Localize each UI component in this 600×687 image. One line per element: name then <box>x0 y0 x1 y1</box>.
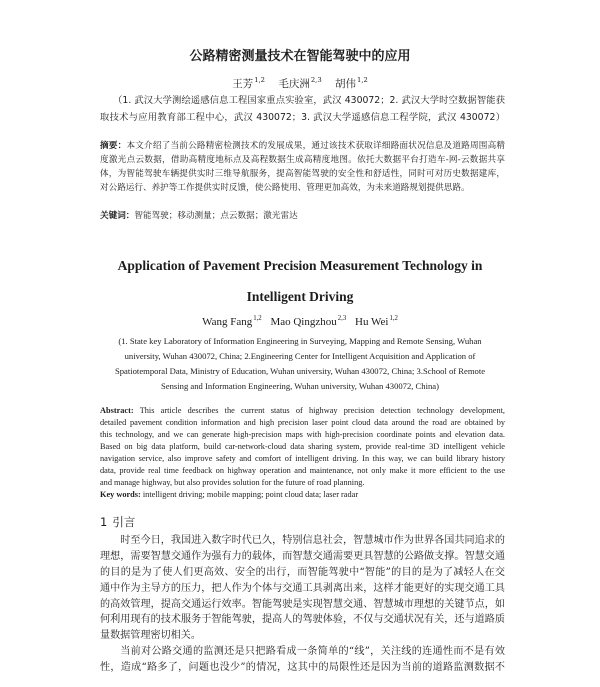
author-zh <box>278 76 321 92</box>
keywords-en-label: Key words: <box>100 490 141 499</box>
body-line: 性，造成“路多了，问题也没少”的情况，这其中的局限性还是因为当前的道路监测数据不 <box>100 662 505 674</box>
abstract-zh-line: 度激光点云数据，借助高精度地标点及高程数据生成高精度地图。依托大数据平台打造车-网-云数据共享 <box>100 155 505 165</box>
affiliation-marker: 2,3 <box>337 315 347 322</box>
abstract-zh-line: 体，为智能驾驶车辆提供实时三维导航服务，提高智能驾驶的安全性和舒适性，同时可对历史数据建库， <box>100 169 505 179</box>
body-line: 当前对公路交通的监测还是只把路看成一条简单的“线”，关注线的连通性而不是有效 <box>120 646 505 658</box>
author-name: Wang Fang <box>202 316 253 328</box>
author-en <box>355 314 398 330</box>
abstract-en-line <box>100 405 505 417</box>
author-name: 胡伟 <box>335 78 356 90</box>
author-zh <box>335 76 368 92</box>
author-en <box>202 314 262 330</box>
section-number: 1 <box>100 515 108 529</box>
body-line: 理想，需要智慧交通作为强有力的载体，而智慧交通需要更具智慧的公路做支撑。智慧交通 <box>100 550 505 562</box>
abstract-en-text: This article describes the current status of highway precision detection technology development, <box>139 406 505 415</box>
abstract-zh-line <box>100 139 505 153</box>
affiliations-en <box>90 334 510 394</box>
section-title: 引言 <box>112 515 136 529</box>
body-line: 量数据管理密切相关。 <box>100 630 201 642</box>
abstract-en-line: and manage highway, but also provides solution for the future of road planning. <box>100 478 365 487</box>
author-name: Hu Wei <box>355 316 389 328</box>
affiliation-en-line: (1. State key Laboratory of Information Engineering in Surveying, Mapping and Remote Sensing, Wuhan <box>118 336 482 346</box>
affiliation-en-line: Sensing and Information Engineering, Wuhan university, Wuhan 430072, China) <box>161 381 439 391</box>
abstract-en-label: Abstract: <box>100 406 134 415</box>
affiliation-marker: 1,2 <box>357 76 368 84</box>
abstract-en-line: this technology, and we can generate high-precision maps with high-precision coordinate points and elevation data. <box>100 430 505 439</box>
abstract-en-line: Based on big data platform, build car-network-cloud data sharing system, provide real-time 3D intelligent vehicle <box>100 442 505 451</box>
affiliations-zh <box>100 93 505 126</box>
keywords-en-text: intelligent driving; mobile mapping; point cloud data; laser radar <box>142 490 359 499</box>
abstract-zh-text: 本文介绍了当前公路精密检测技术的发展成果，通过该技术获取详细路面状况信息及道路周围高精 <box>126 141 505 151</box>
title-en-line: Intelligent Driving <box>246 289 354 304</box>
keywords-zh-label: 关键词： <box>100 211 135 221</box>
title-zh: 公路精密测量技术在智能驾驶中的应用 <box>189 49 411 64</box>
keywords-en <box>100 489 505 501</box>
body-line: 通中作为主导方的压力，把人作为个体与交通工具剥离出来，这样才能更好的实现交通工具 <box>100 582 505 594</box>
abstract-zh <box>100 139 505 195</box>
author-zh <box>232 76 265 92</box>
body-line: 何利用现有的技术服务于智能驾驶，提高人的驾驶体验，不仅与交通状况有关，还与道路质 <box>100 614 505 626</box>
keywords-zh <box>100 209 505 223</box>
body-line: 的高效管理，提高交通运行效率。智能驾驶是实现智慧交通、智慧城市理想的关键节点，如 <box>100 598 505 610</box>
body-line: 的目的是为了使人们更高效、安全的出行，而智能驾驶中“智能”的目的是为了减轻人在交 <box>100 566 505 578</box>
abstract-en-line: data, provide real time feedback on highway operation and maintenance, not only make it more efficient to the use <box>100 466 505 475</box>
affiliation-zh-line: 取技术与应用教育部工程中心，武汉 430072；3. 武汉大学遥感信息工程学院，武汉 430072） <box>100 111 505 123</box>
affiliation-marker: 2,3 <box>310 76 322 84</box>
body-text <box>100 533 505 676</box>
author-name: 王芳 <box>232 78 254 90</box>
abstract-en-line: navigation service, also improve safety and comfort of intelligent driving. In this way, we can build library history <box>100 454 505 463</box>
abstract-en <box>100 405 505 501</box>
affiliation-zh-line: （1. 武汉大学测绘遥感信息工程国家重点实验室，武汉 430072；2. 武汉大学时空数据智能获 <box>113 95 505 106</box>
author-en <box>270 314 346 330</box>
authors-zh <box>0 76 600 92</box>
affiliation-marker: 1,2 <box>254 76 265 84</box>
author-name: Mao Qingzhou <box>270 316 337 328</box>
abstract-en-line: detailed pavement condition information and high precision laser point cloud data around the road are obtained by <box>100 418 505 427</box>
abstract-zh-line: 对公路运行、养护等工作提供实时反馈，使公路使用、管理更加高效，为未来道路规划提供思路。 <box>100 183 470 193</box>
affiliation-en-line: university, Wuhan 430072, China; 2.Engineering Center for Intelligent Acquisition and Application of <box>124 351 476 361</box>
author-name: 毛庆洲 <box>278 78 310 90</box>
affiliation-marker: 1,2 <box>389 315 398 322</box>
authors-en <box>0 314 600 330</box>
affiliation-marker: 1,2 <box>253 315 262 322</box>
abstract-zh-label: 摘要： <box>100 141 127 151</box>
body-line: 时至今日，我国进入数字时代已久，特别信息社会，智慧城市作为世界各国共同追求的 <box>120 535 505 546</box>
affiliation-en-line: Spatiotemporal Data, Ministry of Education, Wuhan university, Wuhan 430072, China; 3.School of Remote <box>114 366 486 376</box>
keywords-zh-text: 智能驾驶；移动测量；点云数据；激光雷达 <box>134 211 298 221</box>
section-heading <box>100 514 505 530</box>
title-en-line: Application of Pavement Precision Measurement Technology in <box>117 258 483 273</box>
